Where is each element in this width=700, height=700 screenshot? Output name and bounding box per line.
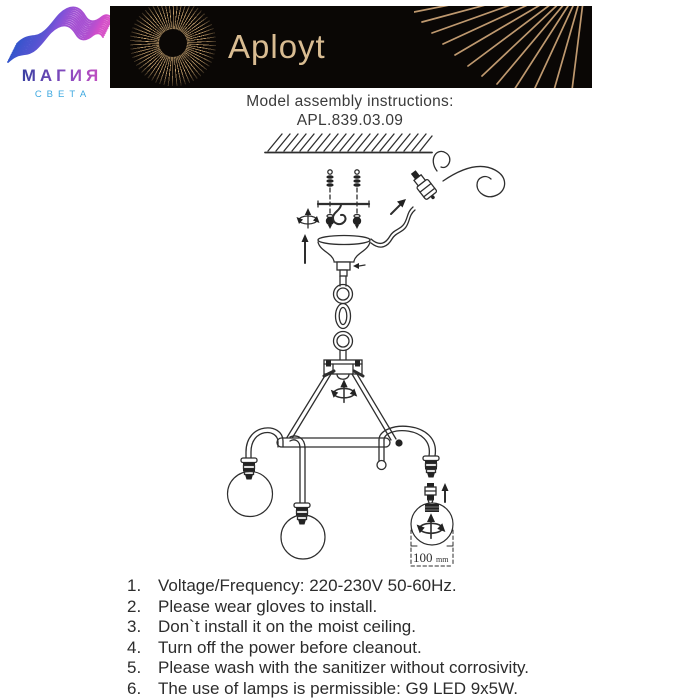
item-text: Turn off the power before cleanout. bbox=[158, 637, 422, 657]
list-item bbox=[127, 679, 597, 700]
dimension-label: 100 bbox=[413, 550, 433, 565]
item-number: 4. bbox=[127, 637, 142, 657]
item-text: Please wash with the sanitizer without corrosivity. bbox=[158, 658, 530, 677]
item-number: 1. bbox=[127, 576, 142, 595]
canopy bbox=[318, 236, 370, 277]
model-number: APL.839.03.09 bbox=[296, 112, 404, 129]
instruction-list bbox=[127, 576, 597, 699]
list-item bbox=[127, 638, 597, 659]
list-item bbox=[127, 597, 597, 618]
item-number: 2. bbox=[127, 596, 142, 616]
rotate-icon bbox=[297, 208, 320, 228]
g9-bulb bbox=[425, 483, 436, 504]
screw-anchor-icon bbox=[353, 170, 361, 229]
list-item bbox=[127, 658, 597, 679]
item-number: 3. bbox=[127, 617, 142, 636]
wire-connector bbox=[408, 168, 440, 203]
hook-icon bbox=[333, 205, 345, 224]
chain bbox=[334, 276, 353, 360]
list-item bbox=[127, 576, 597, 597]
up-arrow bbox=[442, 483, 449, 502]
ceiling-hatch bbox=[265, 134, 432, 153]
item-text: Please wear gloves to install. bbox=[158, 596, 378, 616]
item-text: Voltage/Frequency: 220-230V 50-60Hz. bbox=[158, 576, 457, 595]
brand-subtitle: СВЕТА bbox=[34, 89, 92, 100]
mounting-bracket bbox=[318, 201, 369, 207]
up-arrow bbox=[302, 234, 309, 263]
item-text: Don`t install it on the moist ceiling. bbox=[158, 617, 416, 636]
dimension-unit: mm bbox=[436, 555, 449, 564]
brand-wordmark: МАГИЯ bbox=[21, 66, 103, 85]
lamp-socket bbox=[423, 456, 439, 478]
item-number: 6. bbox=[127, 678, 142, 698]
lamp-socket bbox=[294, 503, 310, 525]
detail-globe bbox=[411, 503, 453, 545]
list-item bbox=[127, 617, 597, 638]
mounting-screws bbox=[326, 170, 361, 229]
lamp-arm-left bbox=[246, 428, 283, 459]
lamp-socket bbox=[241, 458, 257, 480]
page-title: Model assembly instructions: bbox=[246, 93, 454, 110]
item-number: 5. bbox=[127, 658, 142, 677]
power-wires bbox=[371, 151, 505, 247]
rotate-icon bbox=[331, 379, 357, 402]
aployt-wordmark: Aployt bbox=[228, 28, 326, 65]
item-text: The use of lamps is permissible: G9 LED 9x5W. bbox=[158, 678, 518, 698]
up-right-arrow bbox=[391, 199, 406, 214]
